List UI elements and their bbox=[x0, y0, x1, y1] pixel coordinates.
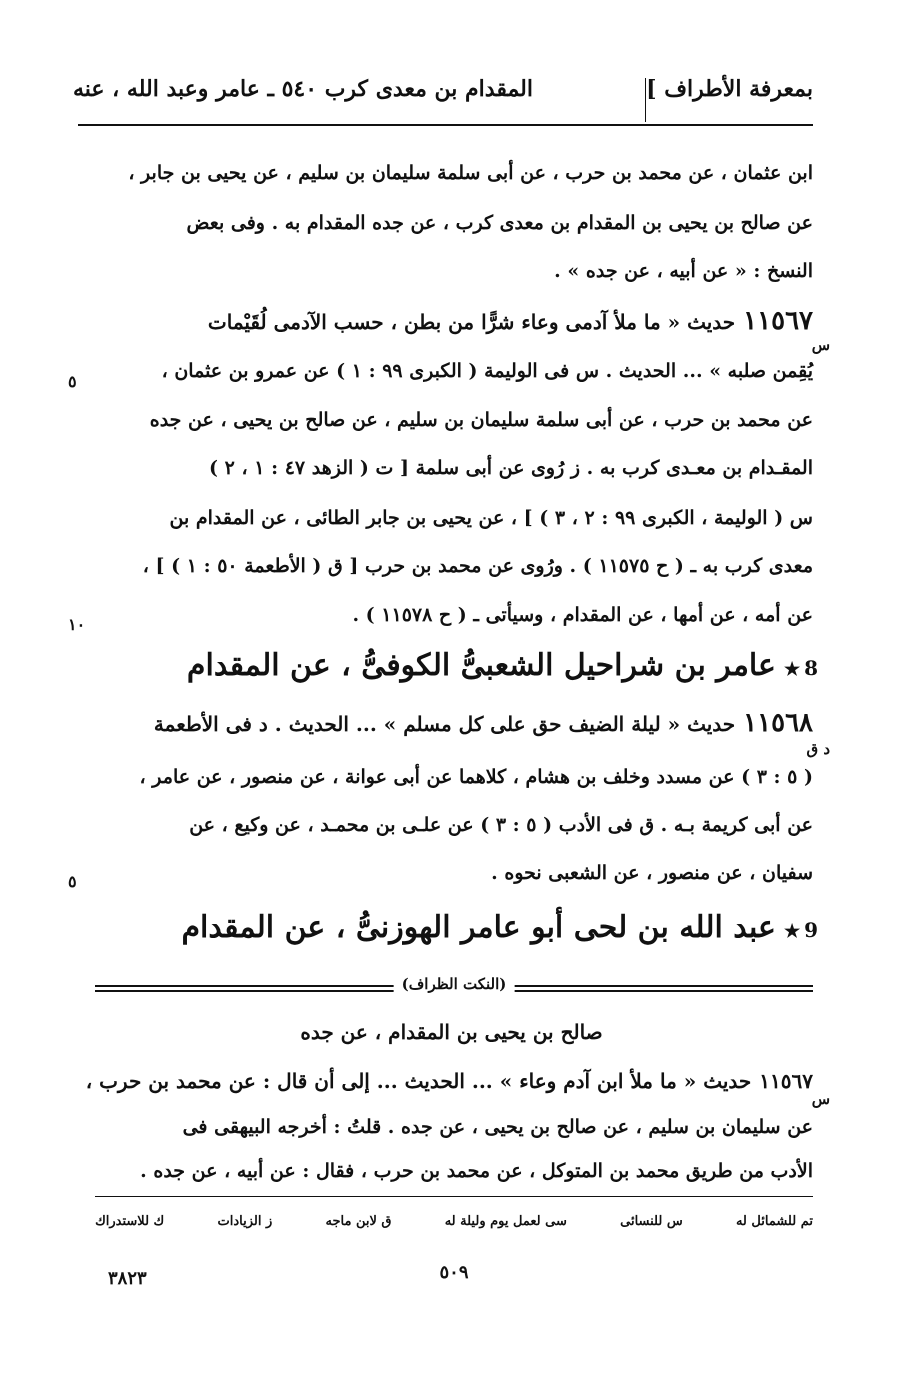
body-line: عن سليمان بن سليم ، عن صالح بن يحيى ، عن جده . قلتُ : أخرجه البيهقى فى bbox=[182, 1116, 813, 1138]
legend-item: تم للشمائل له bbox=[735, 1214, 813, 1229]
body-line: عن أمه ، عن أمها ، عن المقدام ، وسيأتى ـ ( ح ١١٥٧٨ ) . bbox=[352, 604, 813, 626]
line-marker: ٥ bbox=[68, 372, 77, 391]
section-number: 8 bbox=[804, 656, 818, 680]
page-number: ٥٠٩ bbox=[439, 1262, 469, 1283]
nukat-divider bbox=[95, 975, 813, 1003]
star-icon: ★ bbox=[783, 921, 801, 942]
header-title-main: المقدام بن معدى كرب ٥٤٠ ـ عامر وعبد الله ، عنه bbox=[72, 76, 533, 102]
body-line: ابن عثمان ، عن محمد بن حرب ، عن أبى سلمة سليمان بن سليم ، عن يحيى بن جابر ، bbox=[128, 162, 813, 184]
footer-rule bbox=[95, 1196, 813, 1197]
body-line: عن أبى كريمة بـه . ق فى الأدب ( ٥ : ٣ ) عن علـى بن محمـد ، عن وكيع ، عن bbox=[189, 814, 813, 836]
nukat-hadith-first-line bbox=[85, 1066, 813, 1096]
legend-item: سى لعمل يوم وليلة له bbox=[444, 1214, 567, 1229]
legend-item: س للنسائى bbox=[620, 1214, 683, 1229]
legend-item: ز الزيادات bbox=[217, 1214, 273, 1229]
divider-label: (النكت الظراف) bbox=[394, 975, 515, 993]
hadith-number: ١١٥٦٨ bbox=[743, 708, 813, 738]
legend-item: ك للاستدراك bbox=[95, 1214, 165, 1229]
body-line: معدى كرب به ـ ( ح ١١٥٧٥ ) . ورُوى عن محمد بن حرب [ ق ( الأطعمة ٥٠ : ١ ) ] ، bbox=[142, 555, 813, 577]
legend-item: ق لابن ماجه bbox=[325, 1214, 392, 1229]
hadith-source-code: س bbox=[811, 1090, 830, 1108]
section-title: عامر بن شراحيل الشعبىُّ الكوفىُّ ، عن المقدام bbox=[186, 648, 776, 683]
body-line: النسخ : « عن أبيه ، عن جده » . bbox=[554, 260, 813, 282]
section-title: عبد الله بن لحى أبو عامر الهوزنىُّ ، عن المقدام bbox=[181, 910, 776, 945]
hadith-number: ١١٥٦٧ bbox=[759, 1069, 813, 1093]
hadith-source-code: س bbox=[811, 336, 830, 354]
body-line: المقـدام بن معـدى كرب به . ز رُوى عن أبى سلمة [ ت ( الزهد ٤٧ : ١ ، ٢ ) bbox=[209, 457, 813, 479]
body-line: يُقِمن صلبه » ... الحديث . س فى الوليمة ( الكبرى ٩٩ : ١ ) عن عمرو بن عثمان ، bbox=[161, 360, 813, 382]
star-icon: ★ bbox=[783, 659, 801, 680]
line-marker: ١٠ bbox=[68, 615, 86, 634]
section-heading-9 bbox=[90, 910, 818, 945]
volume-number: ٣٨٢٣ bbox=[108, 1268, 147, 1289]
abbreviation-legend bbox=[95, 1214, 813, 1229]
line-marker: ٥ bbox=[68, 872, 77, 891]
body-line: عن محمد بن حرب ، عن أبى سلمة سليمان بن سليم ، عن صالح بن يحيى ، عن جده bbox=[149, 409, 813, 431]
hadith-text: حديث « ما ملأ آدمى وعاء شرًّا من بطن ، حسب الآدمى لُقَيْمات bbox=[207, 310, 736, 334]
body-line: س ( الوليمة ، الكبرى ٩٩ : ٢ ، ٣ ) ] ، عن يحيى بن جابر الطائى ، عن المقدام بن bbox=[169, 507, 813, 529]
body-line: ( ٥ : ٣ ) عن مسدد وخلف بن هشام ، كلاهما عن أبى عوانة ، عن منصور ، عن عامر ، bbox=[139, 766, 813, 788]
hadith-11568-first-line bbox=[90, 708, 813, 739]
body-line: عن صالح بن يحيى بن المقدام بن معدى كرب ، عن جده المقدام به . وفى بعض bbox=[186, 212, 813, 234]
body-line: الأدب من طريق محمد بن المتوكل ، عن محمد بن حرب ، فقال : عن أبيه ، عن جده . bbox=[140, 1160, 813, 1182]
section-number: 9 bbox=[804, 918, 818, 942]
hadith-text: حديث « ما ملأ ابن آدم وعاء » ... الحديث ... إلى أن قال : عن محمد بن حرب ، bbox=[85, 1069, 752, 1093]
nukat-subheading: صالح بن يحيى بن المقدام ، عن جده bbox=[300, 1020, 603, 1044]
header-title-right: بمعرفة الأطراف ] bbox=[646, 76, 813, 102]
section-heading-8 bbox=[90, 648, 818, 683]
running-header bbox=[72, 72, 813, 122]
body-line: سفيان ، عن منصور ، عن الشعبى نحوه . bbox=[491, 862, 813, 884]
hadith-11567-first-line bbox=[90, 306, 813, 337]
hadith-source-code: د ق bbox=[806, 740, 830, 758]
hadith-text: حديث « ليلة الضيف حق على كل مسلم » ... الحديث . د فى الأطعمة bbox=[153, 712, 736, 736]
hadith-number: ١١٥٦٧ bbox=[743, 306, 813, 336]
header-rule bbox=[78, 124, 813, 126]
header-separator bbox=[645, 78, 646, 122]
